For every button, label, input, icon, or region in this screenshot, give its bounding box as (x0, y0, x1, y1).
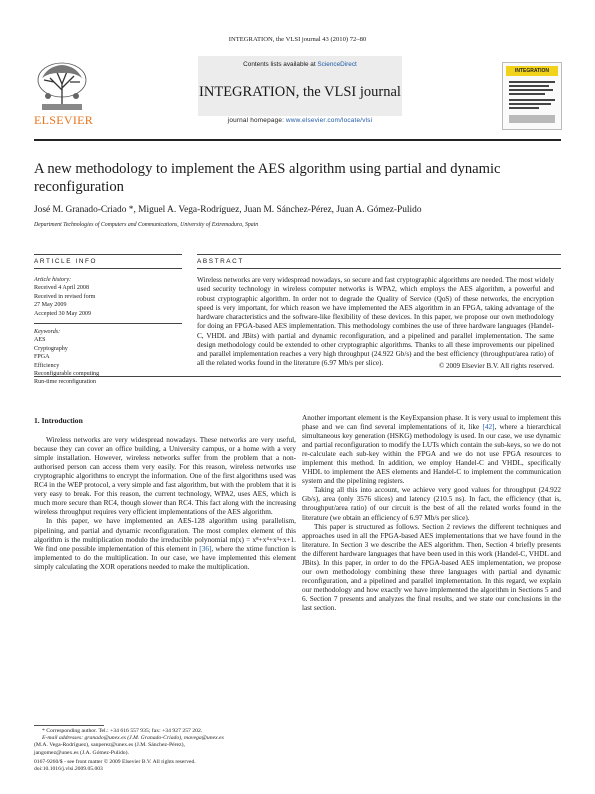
masthead-rule (34, 139, 561, 141)
front-matter-ids (34, 759, 296, 773)
elsevier-tree-logo-icon (34, 60, 90, 112)
keyword: FPGA (34, 354, 50, 361)
author-list: José M. Granado-Criado *, Miguel A. Vega-Rodríguez, Juan M. Sánchez-Pérez, Juan A. Gómez-Pulido (34, 205, 422, 215)
keywords-label: Keywords: (34, 329, 61, 335)
paragraph: Wireless networks are very widespread nowadays. These networks are very useful, because they can cover an office building, a University campus, or a home with a very simple installation. However, wireless networks suffer from the problem that a non-authorised person can access them very easily. For this reason, wireless networks use cryptographic algorithms to encrypt the information. One of the first algorithms used was RC4 in the WEP protocol, a very simple and fast algorithm, but with the problem that it is very easy to break. For this reason, the current technology, WPA2, uses AES, which is much more secure than RC4, though slower than RC4. This fact along with the increasing wireless throughput requires very efficient implementations of the AES algorithm. (34, 436, 296, 517)
article-history (34, 276, 182, 318)
history-label: Article history: (34, 277, 72, 283)
affiliation: Department Technologies of Computers and Communications, University of Extremadura, Spain (34, 222, 259, 228)
doi-line[interactable]: doi:10.1016/j.vlsi.2009.05.003 (34, 766, 103, 773)
body-right-column (302, 414, 561, 613)
citation-link[interactable]: [36] (199, 544, 212, 553)
abstract-rule-mid (197, 268, 561, 269)
homepage-prefix: journal homepage: (227, 117, 287, 124)
footnote (34, 728, 296, 757)
article-info-rule-top (34, 254, 182, 255)
paragraph: Another important element is the KeyExpansion phase. It is very usual to implement this phase and we can find several implementations of it, like [42], where a hierarchical simultaneous key generation (HSKG) methodology is used. In our case, we use dynamic and partial reconfiguration to modify the LUTs which contain the sub-keys, so we do not re-calculate each sub-key within the FPGA and we do not use FPGA resources to implement this method. In addition, we employ Handel-C and VHDL, specifically VHDL to implement the AES elements and Handel-C to implement the communication system and the pipelining registers. (302, 414, 562, 486)
abstract-text: Wireless networks are very widespread nowadays, so secure and fast cryptographic algorithms are needed. The most widely used security technology in wireless computer networks is WPA2, which employs the AES algorithm, a powerful and robust cryptographic algorithm. In order not to degrade the Quality of Service (QoS) of these networks, the encryption speed is very important, for which reason we have implemented the AES algorithm in an FPGA, taking advantage of the hardware characteristics and the software-like flexibility of these devices. In this paper, we propose our own methodology for doing an FPGA-based AES implementation. This methodology combines the use of three hardware languages (Handel-C, VHDL and JBits) with partial and dynamic reconfiguration, and a pipelined and parallel implementation. The same design methodology could be extended to other cryptographic algorithms. Thanks to all these improvements our pipelined and parallel implementation reaches a very high throughput (24.922 Gb/s) and the best efficiency (throughput/area ratio) of all the related works found in the literature (6.97 Mb/s per slice). (197, 276, 554, 368)
issn-line: 0167-9260/$ - see front matter © 2009 Elsevier B.V. All rights reserved. (34, 759, 196, 765)
paragraph: This paper is structured as follows. Section 2 reviews the different techniques and approaches used in all the FPGA-based AES implementations that we have found in the literature. In Section 3 we describe the AES algorithm. Then, Section 4 briefly presents the different hardware languages that have been used in this work (Handel-C, VHDL and JBits). In this paper, in order to do the FPGA-based AES implementation, we propose our own methodology combining these three languages with partial and dynamic reconfiguration, and a pipelined and parallel implementation. In this regard, we explain our methodology and how exactly we have implemented the algorithm in Sections 5 and 6. Section 7 presents and analyzes the final results, and we state our conclusions in the last section. (302, 522, 561, 612)
footnote-rule (34, 725, 104, 726)
keywords-block (34, 328, 182, 387)
cover-title: INTEGRATION (506, 66, 558, 76)
keyword: Cryptography (34, 345, 68, 352)
email-addresses: E-mail addresses: granado@unex.es (J.M. Granado-Criado), mavega@unex.es (42, 735, 224, 742)
paragraph: Taking all this into account, we achieve very good values for throughput (24.922 Gb/s), area (only 3576 slices) and latency (210.5 ns). In fact, the efficiency (that is, throughput/area ratio) of our circuit is the best of all the related works found in the literature (we obtain an efficiency of 6.97 Mb/s per slice). (302, 486, 561, 522)
publisher-name: ELSEVIER (34, 113, 94, 127)
body-left-column (34, 416, 296, 572)
abstract-rule-top (197, 254, 561, 255)
abstract-rule-bottom (34, 376, 561, 377)
keyword: AES (34, 337, 46, 344)
section-heading: 1. Introduction (34, 416, 83, 425)
email-addresses-cont: jangomez@unex.es (J.A. Gómez-Pulido). (34, 749, 129, 756)
corresponding-author: * Corresponding author. Tel.: +34 616 557 935; fax: +34 927 257 202. (42, 728, 203, 734)
keyword: Run-time reconfiguration (34, 379, 97, 386)
article-info-heading: ARTICLE INFO (34, 258, 98, 265)
journal-cover-thumbnail (502, 62, 562, 130)
citation-link[interactable]: [42] (482, 423, 495, 432)
contents-line (198, 61, 402, 68)
history-line: 27 May 2009 (34, 302, 67, 309)
abstract-copyright: © 2009 Elsevier B.V. All rights reserved. (438, 362, 554, 370)
email-addresses-cont: (M.A. Vega-Rodríguez), sanperez@unex.es (J.M. Sánchez-Pérez), (34, 742, 185, 749)
history-line: Received 4 April 2008 (34, 285, 90, 292)
journal-homepage (160, 117, 440, 124)
contents-prefix: Contents lists available at (243, 61, 318, 68)
article-title: A new methodology to implement the AES algorithm using partial and dynamic reconfiguration (34, 161, 501, 195)
running-head: INTEGRATION, the VLSI journal 43 (2010) 72–80 (228, 36, 367, 43)
history-line: Received in revised form (34, 293, 96, 300)
history-line: Accepted 30 May 2009 (34, 310, 92, 317)
paragraph: In this paper, we have implemented an AES-128 algorithm using parallelism, pipelining, and partial and dynamic reconfiguration. The most complex element of this algorithm is the multiplication modulo the irreducible polynomial m(x) = x⁸+x⁴+x³+x+1. We find one possible implementation of this element in [36], where the xtime function is implemented to do the multiplication. In our case, we have implemented this element simply calculating the XOR operations needed to make the multiplication. (34, 517, 296, 571)
homepage-link[interactable]: www.elsevier.com/locate/vlsi (286, 117, 373, 124)
keyword: Efficiency (34, 362, 60, 369)
article-info-rule-mid (34, 268, 182, 269)
keyword: Reconfigurable computing (34, 371, 100, 378)
abstract-heading: ABSTRACT (197, 258, 244, 265)
sciencedirect-link[interactable]: ScienceDirect (317, 61, 357, 68)
journal-name: INTEGRATION, the VLSI journal (199, 84, 401, 100)
